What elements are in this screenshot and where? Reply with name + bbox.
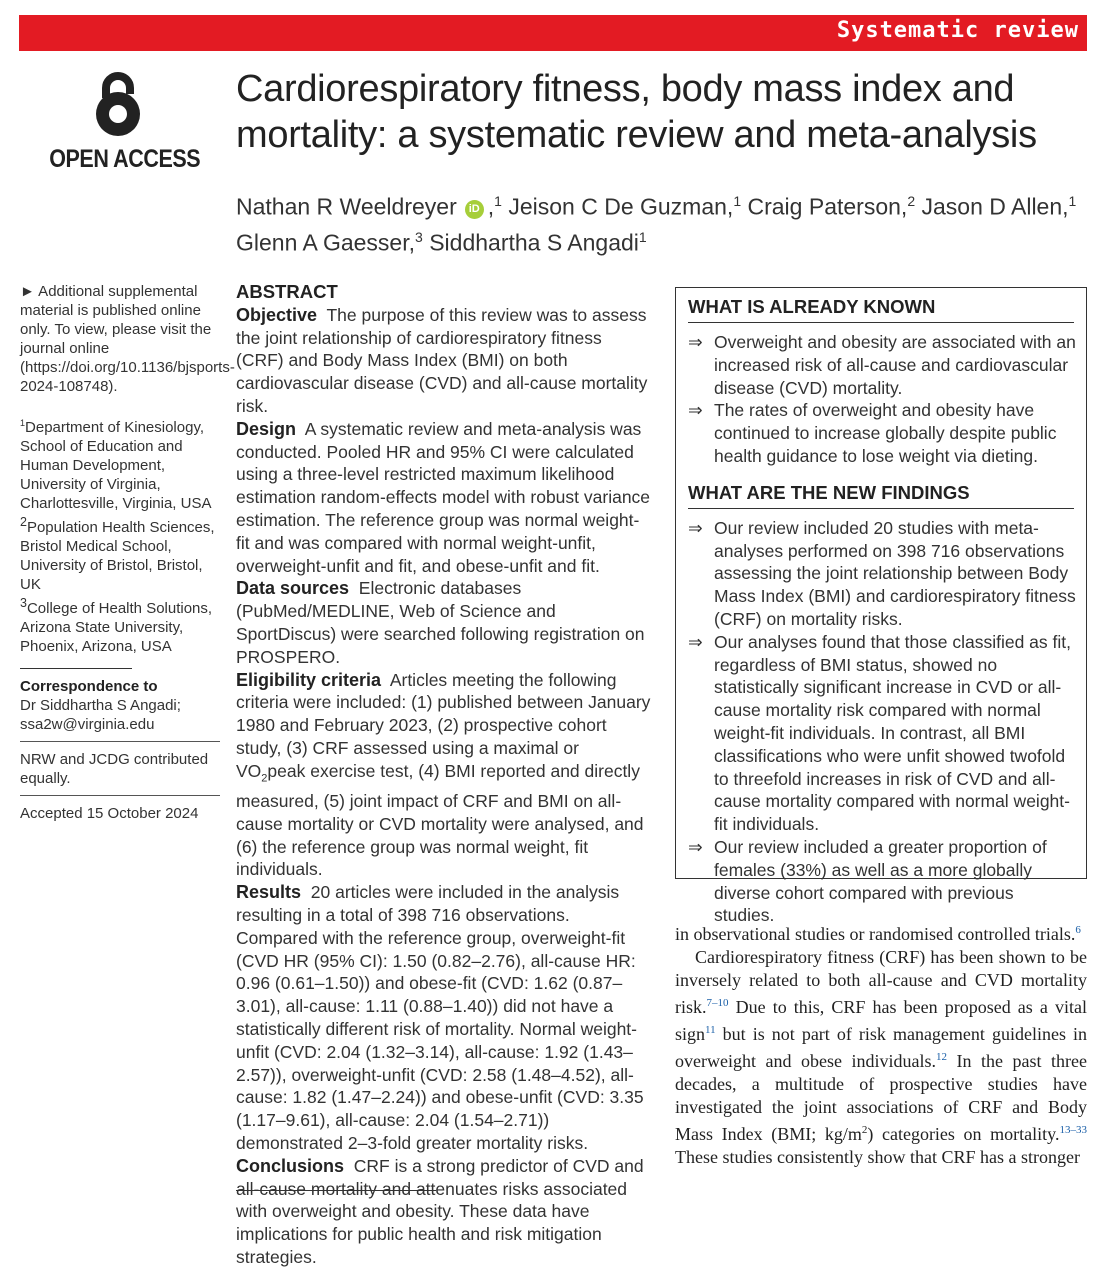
open-access-lock-icon: [84, 72, 152, 140]
arrow-icon: ⇒: [688, 517, 703, 538]
author-affiliation-number: 1: [638, 228, 647, 245]
list-item: ⇒ Our analyses found that those classified as fit, regardless of BMI status, showed no statistically significant increase in CVD or all-cause mortality risk compared with normal weight-fit individuals. In contrast, all BMI classifications who were unfit showed twofold to threefold increases in risk of CVD and all-cause mortality compared with normal weight-fit individuals.: [688, 631, 1071, 835]
abstract-heading: ABSTRACT: [236, 281, 338, 302]
correspondence-label: Correspondence to: [20, 678, 158, 695]
article-type-banner: [19, 15, 1087, 51]
orcid-icon[interactable]: iD: [465, 200, 484, 219]
author-name[interactable]: Glenn A Gaesser: [236, 229, 409, 256]
reference-link[interactable]: 6: [1075, 924, 1081, 936]
supplemental-note[interactable]: ► Additional supplemental material is published online only. To view, please visit the journal online (https://doi.org/10.1136/bjsports-2024-108748).: [20, 283, 235, 395]
list-item: ⇒ Our review included 20 studies with meta-analyses performed on 398 716 observations assessing the joint relationship between Body Mass Index (BMI) and cardiorespiratory fitness (CRF) on mortality risks.: [688, 517, 1076, 629]
abstract-data-sources: Data sources Electronic databases (PubMed/MEDLINE, Web of Science and SportDiscus) were searched following registration on PROSPERO.: [236, 578, 645, 667]
divider: [20, 795, 220, 796]
author-affiliation-number: 1: [494, 193, 502, 209]
author-name[interactable]: Jeison C De Guzman: [508, 193, 727, 220]
affiliation: $^3$College of Health Solutions, Arizona State University, Phoenix, Arizona, USA: [20, 596, 213, 655]
arrow-icon: ⇒: [688, 836, 703, 857]
accepted-date: Accepted 15 October 2024: [20, 805, 199, 822]
contribution-note: NRW and JCDG contributed equally.: [20, 751, 209, 787]
author-affiliation-number: 1: [1068, 193, 1077, 209]
correspondence-name: Dr Siddhartha S Angadi;: [20, 697, 181, 714]
list-item: ⇒ The rates of overweight and obesity have continued to increase globally despite public health guidance to lose weight via dieting.: [688, 400, 1057, 466]
author-name[interactable]: Siddhartha S Angadi: [429, 229, 639, 256]
abstract-design: Design A systematic review and meta-analysis was conducted. Pooled HR and 95% CI were calculated using a three-level restricted maximum likelihood estimation random-effects model with robust variance estimation. The reference group was normal weight-fit and was compared with normal weight-unfit, overweight-unfit and fit, and obese-unfit and fit.: [236, 418, 651, 576]
affiliation: $^2$Population Health Sciences, Bristol Medical School, University of Bristol, Bristol, UK: [20, 515, 215, 593]
known-list: [676, 331, 1086, 468]
arrow-icon: ⇒: [688, 631, 703, 652]
new-findings-list: [676, 517, 1086, 927]
author-affiliation-number: 1: [733, 193, 742, 209]
sidebar: [20, 282, 235, 823]
arrow-icon: ⇒: [688, 332, 703, 352]
article-title: Cardiorespiratory fitness, body mass index and mortality: a systematic review and meta-analysis: [236, 68, 1037, 156]
abstract: [236, 281, 651, 1269]
open-access-label: OPEN ACCESS: [49, 145, 201, 173]
reference-link[interactable]: 12: [936, 1051, 947, 1063]
key-points-box: [675, 287, 1087, 926]
paragraph: in observational studies or randomised controlled trials.$^6$: [675, 924, 1081, 944]
abstract-results: Results 20 articles were included in the analysis resulting in a total of 398 716 observations. Compared with the reference group, overweight-fit (CVD HR (95% CI): 1.50 (0.82–2.76), all-cause HR: 0.96 (0.61–1.50)) and obese-fit (CVD: 1.62 (0.87–3.01), all-cause: 1.11 (0.88–1.40)) did not have a statistically different risk of mortality. Normal weight-unfit (CVD: 2.04 (1.32–3.14), all-cause: 1.92 (1.43–2.57)), overweight-unfit (CVD: 2.58 (1.48–4.52), all-cause: 1.82 (1.47–2.24)) and obese-unfit (CVD: 3.35 (1.17–9.61), all-cause: 2.04 (1.54–2.71)) demonstrated 2–3-fold greater mortality risks.: [236, 882, 644, 1153]
arrow-icon: ⇒: [688, 400, 703, 421]
author-name[interactable]: Craig Paterson: [747, 193, 901, 220]
author-name[interactable]: Nathan R Weeldreyer: [236, 193, 457, 220]
abstract-conclusions: Conclusions CRF is a strong predictor of CVD and all-cause mortality and attenuates risks associated with overweight and obesity. These data have implications for public health and risk mitigation strategies.: [236, 1155, 644, 1267]
divider: [236, 1190, 436, 1191]
author-list: Nathan R Weeldreyer iD ,$^1$ Jeison C De Guzman,$^1$ Craig Paterson,$^2$ Jason D Allen,$^1$ Glenn A Gaesser,$^3$ Siddhartha S Angadi$^1$: [236, 193, 1077, 256]
body-text: [675, 919, 1087, 1169]
author-name[interactable]: Jason D Allen: [921, 193, 1063, 220]
abstract-eligibility: Eligibility criteria Articles meeting the following criteria were included: (1) published between January 1980 and February 2023, (2) prospective cohort study, (3) CRF assessed using a maximal or $VO_2peak$ exercise test, (4) BMI reported and directly measured, (5) joint impact of CRF and BMI on all-cause mortality or CVD mortality were analysed, and (6) the reference group was normal weight, fit individuals.: [236, 669, 651, 880]
reference-link[interactable]: 11: [705, 1024, 716, 1036]
affiliation: $^1$Department of Kinesiology, School of Education and Human Development, University of Virginia, Charlottesville, Virginia, USA: [20, 418, 212, 512]
list-item: ⇒ Overweight and obesity are associated with an increased risk of all-cause and cardiovascular disease (CVD) mortality.: [688, 332, 1076, 398]
abstract-objective: Objective The purpose of this review was to assess the joint relationship of cardiorespiratory fitness (CRF) and Body Mass Index (BMI) on both cardiovascular disease (CVD) and all-cause mortality risk.: [236, 304, 648, 416]
author-affiliation-number: 3: [415, 228, 423, 245]
new-findings-heading: WHAT ARE THE NEW FINDINGS: [688, 481, 970, 503]
reference-link[interactable]: 13–33: [1059, 1124, 1087, 1136]
known-heading: WHAT IS ALREADY KNOWN: [688, 296, 936, 317]
paragraph: Cardiorespiratory fitness (CRF) has been shown to be inversely related to both all-cause and CVD mortality risk.$^{7-10}$ Due to this, CRF has been proposed as a vital sign$^{11}$ but is not part of risk management guidelines in overweight and obese individuals.$^{12}$ In the past three decades, a multitude of prospective studies have investigated the joint associations of CRF and Body Mass Index (BMI; $kg/m^2$) categories on mortality.$^{13-33}$ These studies consistently show that CRF has a stronger: [675, 947, 1088, 1167]
divider: [20, 741, 220, 742]
article-type-label: Systematic review: [836, 18, 1079, 43]
list-item: ⇒ Our review included a greater proportion of females (33%) as well as a more globally diverse cohort compared with previous studies.: [688, 836, 1047, 926]
divider: [20, 668, 132, 669]
correspondence-email[interactable]: ssa2w@virginia.edu: [20, 716, 155, 733]
author-affiliation-number: 2: [907, 193, 916, 209]
reference-link[interactable]: 7–10: [706, 997, 729, 1009]
